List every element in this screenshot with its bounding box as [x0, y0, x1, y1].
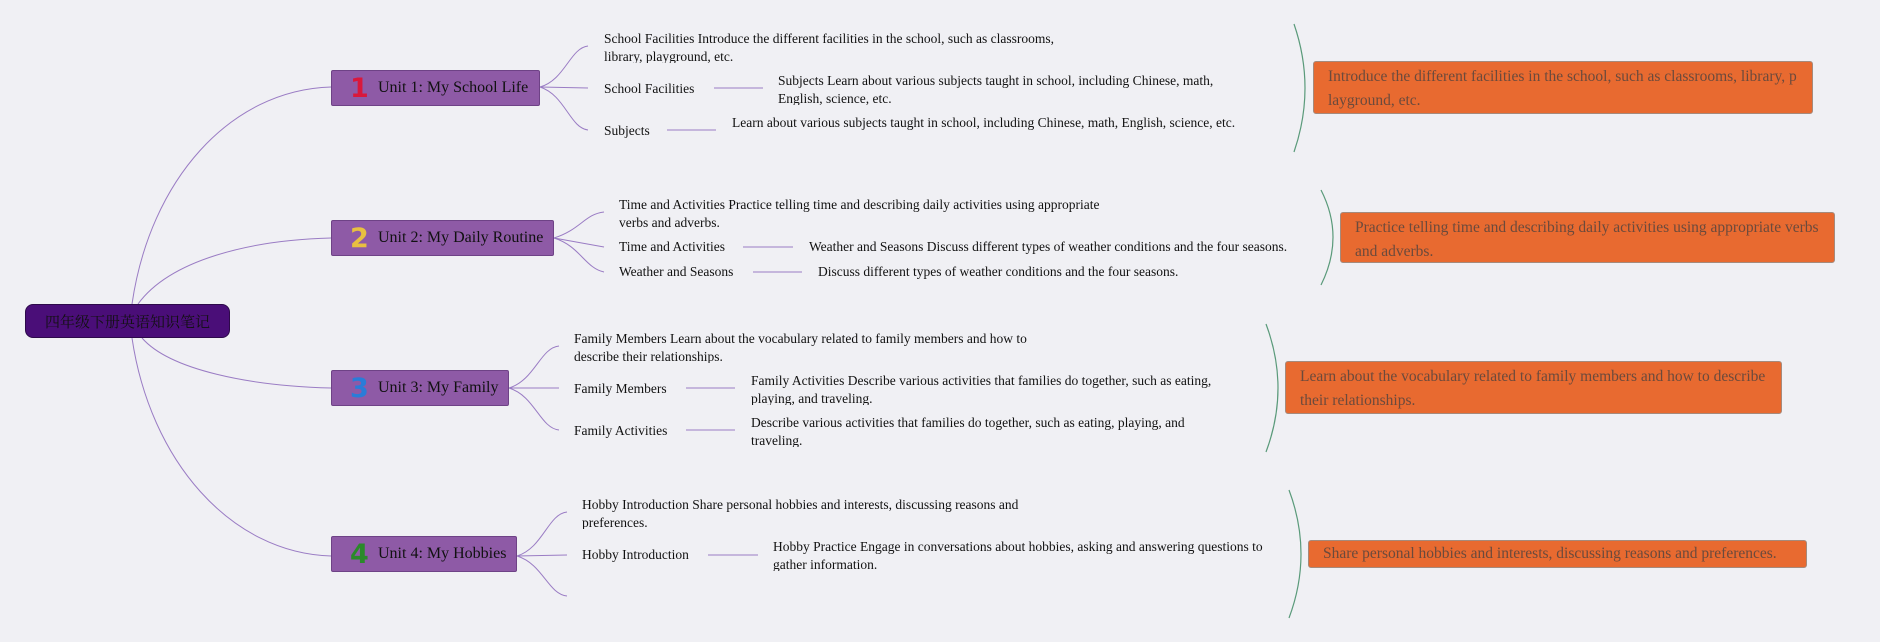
- unit-4-top-text: Hobby Introduction Share personal hobbies and interests, discussing reasons and preferences.: [582, 497, 1019, 529]
- bracket-unit2: [1321, 190, 1333, 285]
- unit-3-bottom-label: Family Activities: [574, 423, 668, 438]
- root-node[interactable]: [25, 304, 230, 338]
- connector-root-unit1: [132, 87, 331, 304]
- connector-unit1-bottom: [540, 87, 588, 130]
- connector-unit2-bottom: [554, 238, 604, 272]
- unit-1-mid-label: School Facilities: [604, 81, 695, 96]
- connector-root-unit4: [132, 338, 331, 556]
- connector-root-unit3: [142, 338, 331, 388]
- unit-1-bottom-label: Subjects: [604, 123, 650, 138]
- unit-2-bottom-detail: Discuss different types of weather conditions and the four seasons.: [818, 264, 1179, 279]
- unit-4-number-icon: 4: [350, 538, 369, 570]
- connector-unit4-bottom: [517, 556, 567, 596]
- unit-3-summary[interactable]: Learn about the vocabulary related to family members and how to describe their relationships.: [1285, 361, 1782, 414]
- unit-2-mid-detail: Weather and Seasons Discuss different types of weather conditions and the four seasons.: [809, 239, 1288, 254]
- connector-unit2-mid: [554, 238, 604, 247]
- unit-1-node[interactable]: [331, 70, 540, 106]
- unit-1-top-text: School Facilities Introduce the different facilities in the school, such as classrooms, library, playground, etc.: [604, 31, 1055, 63]
- unit-2-top-text: Time and Activities Practice telling time and describing daily activities using appropriate verbs and adverbs.: [619, 197, 1100, 230]
- unit-2-node[interactable]: [331, 220, 554, 256]
- unit-3-bottom-detail: Describe various activities that families do together, such as eating, playing, and traveling.: [751, 415, 1185, 447]
- unit-2-summary[interactable]: Practice telling time and describing daily activities using appropriate verbs and adverbs.: [1340, 212, 1835, 263]
- unit-1-bottom-detail: Learn about various subjects taught in school, including Chinese, math, English, science, etc.: [732, 115, 1236, 130]
- unit-1-mid-detail: Subjects Learn about various subjects taught in school, including Chinese, math, English, science, etc.: [778, 73, 1214, 105]
- unit-3-number-icon: 3: [350, 372, 369, 404]
- connector-unit4-mid: [517, 555, 567, 556]
- unit-3-top-text: Family Members Learn about the vocabulary related to family members and how to describe their relationships.: [574, 331, 1027, 363]
- unit-2-number-icon: 2: [350, 222, 369, 254]
- bracket-unit4: [1289, 490, 1301, 618]
- unit-4-title: Unit 4: My Hobbies: [378, 545, 507, 562]
- unit-3-mid-detail: Family Activities Describe various activities that families do together, such as eating, playing, and traveling.: [751, 373, 1212, 405]
- unit-4-mid-detail: Hobby Practice Engage in conversations about hobbies, asking and answering questions to gather information.: [773, 539, 1263, 571]
- connector-unit3-top: [509, 346, 559, 388]
- unit-3-node[interactable]: [331, 370, 509, 406]
- connector-unit4-top: [517, 512, 567, 556]
- unit-2-mid-label: Time and Activities: [619, 239, 726, 254]
- root-label: 四年级下册英语知识笔记: [44, 312, 210, 331]
- unit-2-bottom-label: Weather and Seasons: [619, 264, 734, 279]
- unit-3-title: Unit 3: My Family: [378, 379, 499, 396]
- bracket-unit3: [1266, 324, 1278, 452]
- connector-unit1-top: [540, 46, 588, 87]
- unit-2-title: Unit 2: My Daily Routine: [378, 229, 544, 246]
- unit-3-mid-label: Family Members: [574, 381, 667, 396]
- connector-root-unit2: [138, 238, 331, 304]
- unit-4-summary[interactable]: Share personal hobbies and interests, discussing reasons and preferences.: [1308, 540, 1807, 568]
- unit-1-title: Unit 1: My School Life: [378, 79, 529, 96]
- connector-unit3-bottom: [509, 388, 559, 430]
- unit-1-summary[interactable]: Introduce the different facilities in the school, such as classrooms, library, playground, etc.: [1313, 61, 1813, 114]
- unit-1-number-icon: 1: [350, 72, 369, 104]
- bracket-unit1: [1294, 24, 1305, 152]
- connector-unit1-mid: [540, 87, 588, 88]
- connector-unit2-top: [554, 212, 604, 238]
- unit-4-node[interactable]: [331, 536, 517, 572]
- unit-4-mid-label: Hobby Introduction: [582, 547, 689, 562]
